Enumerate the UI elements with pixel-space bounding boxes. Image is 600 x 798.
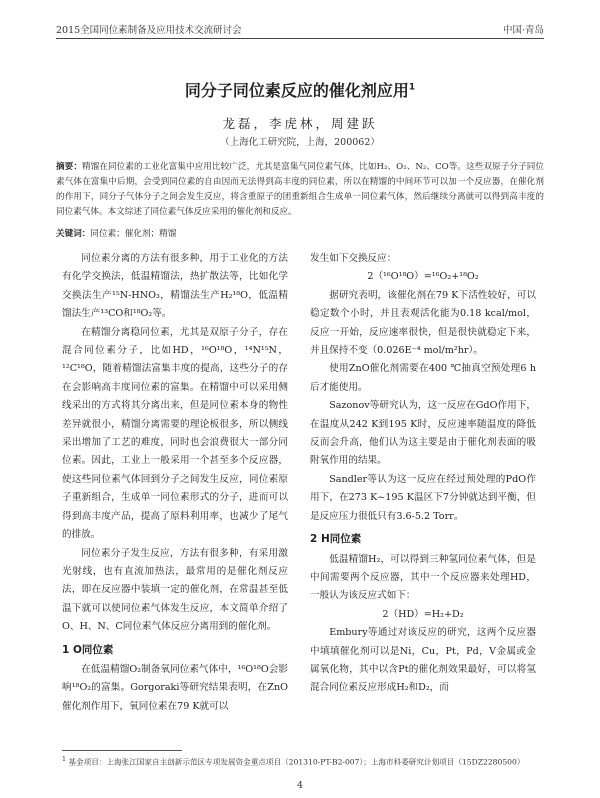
paragraph: 据研究表明，该催化剂在79 K下活性较好，可以稳定数个小时，并且表观活化能为0.18 kcal/mol，反应一开始，反应速率很快，但是很快就稳定下来，并且保持不变（0.026E⁻⁴ mol/m²hr）。 [310,289,536,357]
paragraph: Embury等通过对该反应的研究，这两个反应器中填填催化剂可以是Ni，Cu，Pt，Pd，V金属或金属氧化物，其中以含Pt的催化剂效果最好，可以将氢混合同位素反应形成H₂和D₂，而 [310,627,536,694]
footnote-text: 基金项目：上海张江国家自主创新示范区专项发展资金重点项目（201310-PT-B2-007）；上海市科委研究计划项目（15DZ2280500） [68,757,525,767]
paragraph: 发生如下交换反应： [310,253,397,264]
paper-title [0,78,600,101]
left-column [62,250,288,716]
right-column [310,250,536,698]
header-location: 中国·青岛 [502,25,544,36]
footnote-rule [62,750,182,751]
abstract-label: 摘要： [56,162,82,172]
header-rule [56,38,544,39]
paragraph: 同位素分离的方法有很多种，用于工业化的方法有化学交换法，低温精馏法，热扩散法等，比如化学交换法生产¹⁵N-HNO₃，精馏法生产H₂¹⁸O，低温精馏法生产¹³CO和¹⁸O₂等。 [62,253,288,320]
keywords-label: 关键词： [56,229,91,239]
section-heading-o-isotope: 1 O同位素 [62,643,114,656]
running-head [56,20,544,36]
paragraph: 低温精馏H₂，可以得到三种氢同位素气体，但是中间需要两个反应器，其中一个反应器来处理HD，一般认为该反应式如下： [310,553,536,602]
affiliation: （上海化工研究院，上海，200062） [220,137,380,148]
abstract-text: 精馏在同位素的工业化富集中应用比较广泛，尤其是富集气同位素气体，比如H₂、O₂、N₂、CO等。这些双原子分子同位素气体在富集中后期，会受到同位素的自由因而无法得到高丰度的同位素，所以在精馏的中间环节可以加一个反应器，在催化剂的作用下，同分子气体分子之间会发生反应，将含重原子的团重新组合生成单一同位素气体，然后继续分离就可以得到高丰度的同位素气体。本文综述了同位素气体反应采用的催化剂和反应。 [56,162,544,217]
abstract [56,160,544,220]
paragraph: 在精馏分离稳同位素，尤其是双原子分子，存在混合同位素分子，比如HD，¹⁶O¹⁸O，¹⁴N¹⁵N，¹²C¹⁸O，随着精馏法富集丰度的提高，这些分子的存在会影响高丰度同位素的富集。在精馏中可以采用侧线采出的方式将其分离出来，但是同位素本身的物性差异就很小，精馏分离需要的理论板很多，所以侧线采出增加了工艺的难度，同时也会浪费很大一部分同位素。因此，工业上一般采用一个甚至多个反应器，使这些同位素气体回到分子之间发生反应，同位素原子重新组合，生成单一同位素形式的分子，进而可以得到高丰度产品，提高了原料利用率，也减少了尾气的排放。 [62,326,288,541]
title-footnote-mark: 1 [408,82,416,93]
section-heading-h-isotope: 2 H同位素 [310,533,362,546]
header-conference: 2015全国同位素制备及应用技术交流研讨会 [56,25,242,36]
page-number: 4 [296,780,304,791]
title-text: 同分子同位素反应的催化剂应用 [184,81,409,100]
paragraph: Sandler等认为这一反应在经过预处理的PdO作用下，在273 K~195 K温区下7分钟就达到平衡，但是反应压力很低只有3.6-5.2 Torr。 [310,473,536,522]
equation-hd-reaction: 2（HD）=H₂+D₂ [382,608,464,620]
keywords [56,227,544,239]
equation-oxygen-exchange: 2（¹⁶O¹⁸O）=¹⁶O₂+¹⁸O₂ [367,271,479,283]
footnote-mark: 1 [62,756,67,763]
paragraph: Sazonov等研究认为，这一反应在GdO作用下，在温度从242 K到195 K时，反应速率随温度的降低反而会升高，他们认为这主要是由于催化剂表面的吸附氧作用的结果。 [310,400,536,467]
paragraph: 使用ZnO催化剂需要在400 ℃抽真空预处理6 h后才能使用。 [310,363,536,393]
keywords-text: 同位素；催化剂；精馏 [90,229,177,239]
paragraph: 在低温精馏O₂制备氧同位素气体中，¹⁶O¹⁸O会影响¹⁸O₂的富集。Gorgoraki等研究结果表明，在ZnO催化剂作用下，氧同位素在79 K就可以 [62,663,288,712]
footnote [62,754,544,768]
authors: 龙磊，李虎林，周建跃 [222,116,378,131]
paragraph: 同位素分子发生反应，方法有很多种，有采用激光射线，也有直流加热法，最常用的是催化剂反应法，即在反应器中装填一定的催化剂，在常温甚至低温下就可以使同位素气体发生反应，本文简单介绍了O、H、N、C同位素气体反应分离用到的催化剂。 [62,547,288,633]
